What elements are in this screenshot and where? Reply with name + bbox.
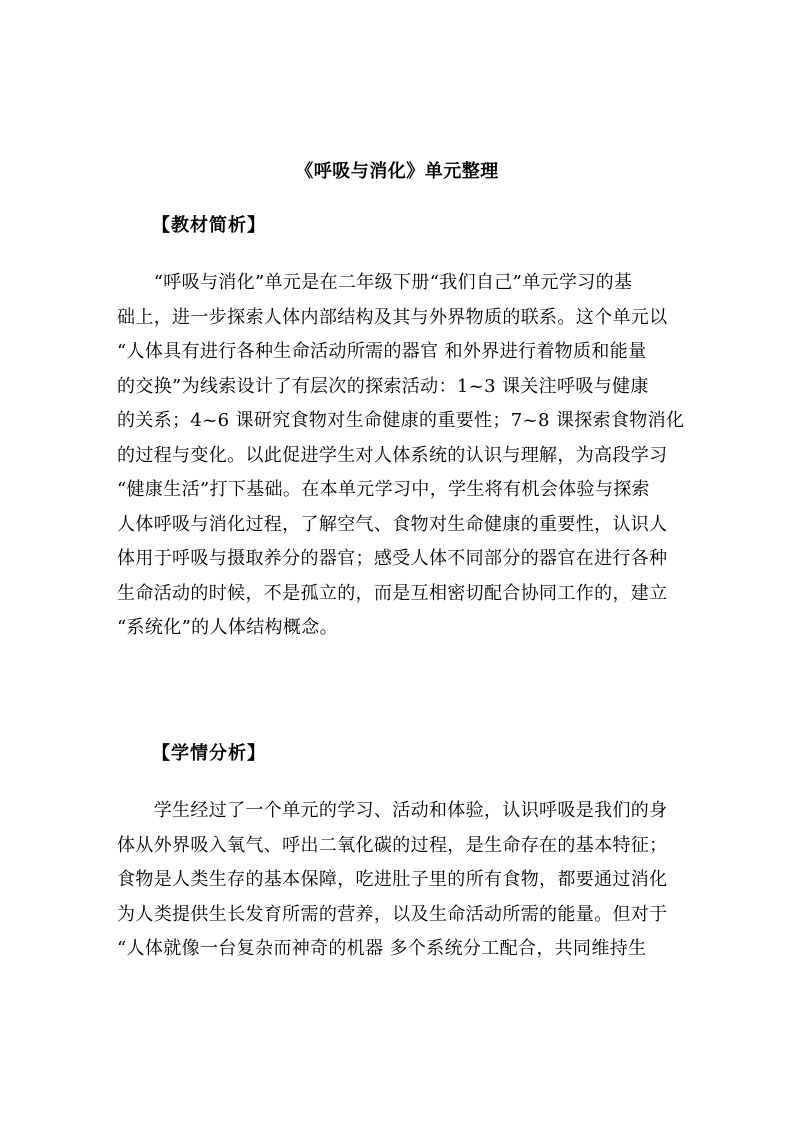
paragraph-learner-analysis [117, 794, 685, 967]
section-heading-textbook-analysis: 【教材简析】 [152, 215, 266, 236]
text-line: “人体具有进行各种生命活动所需的器官 和外界进行着物质和能量 [117, 341, 647, 362]
text-line: “系统化”的人体结构概念。 [117, 617, 338, 638]
text-line: 体用于呼吸与摄取养分的器官；感受人体不同部分的器官在进行各种 [117, 548, 668, 569]
text-line: 的关系；4~6 课研究食物对生命健康的重要性；7~8 课探索食物消化 [117, 410, 685, 431]
text-line: 的交换”为线索设计了有层次的探索活动：1~3 课关注呼吸与健康 [117, 375, 649, 397]
text-line: 为人类提供生长发育所需的营养，以及生命活动所需的能量。但对于 [117, 903, 668, 925]
text-line: 的过程与变化。以此促进学生对人体系统的认识与理解，为高段学习 [117, 444, 668, 466]
text-line: 人体呼吸与消化过程，了解空气、食物对生命健康的重要性，认识人 [117, 513, 668, 535]
text-line: 体从外界吸入氧气、呼出二氧化碳的过程，是生命存在的基本特征； [117, 834, 668, 856]
document-title: 《呼吸与消化》单元整理 [295, 161, 499, 182]
text-line: “健康生活”打下基础。在本单元学习中，学生将有机会体验与探索 [117, 479, 650, 500]
text-line: 生命活动的时候，不是孤立的，而是互相密切配合协同工作的，建立 [117, 582, 668, 604]
paragraph-textbook-analysis [117, 266, 685, 646]
text-line: “呼吸与消化”单元是在二年级下册“我们自己”单元学习的基 [117, 272, 633, 293]
text-line: 食物是人类生存的基本保障，吃进肚子里的所有食物，都要通过消化 [117, 869, 668, 890]
text-line: “人体就像一台复杂而神奇的机器 多个系统分工配合，共同维持生 [117, 938, 647, 959]
text-line: 学生经过了一个单元的学习、活动和体验，认识呼吸是我们的身 [117, 800, 668, 821]
text-line: 础上，进一步探索人体内部结构及其与外界物质的联系。这个单元以 [117, 306, 668, 328]
section-heading-learner-analysis: 【学情分析】 [152, 743, 266, 764]
